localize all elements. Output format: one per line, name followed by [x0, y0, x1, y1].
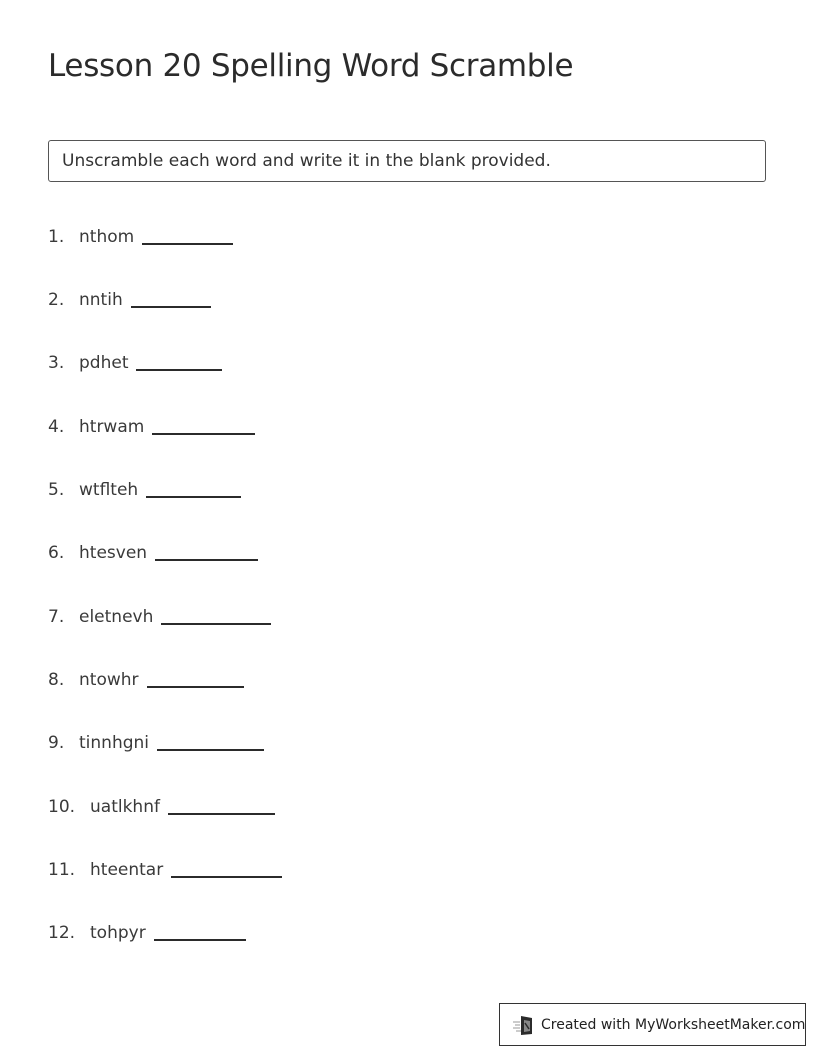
worksheet-title: Lesson 20 Spelling Word Scramble — [48, 48, 574, 84]
footer-badge[interactable] — [499, 1003, 806, 1046]
item-number: 9. — [48, 733, 65, 753]
item-number: 7. — [48, 607, 65, 627]
item-number: 6. — [48, 543, 65, 563]
scrambled-word: htesven — [79, 543, 148, 563]
item-number: 10. — [48, 797, 76, 817]
list-item — [48, 793, 275, 817]
answer-blank[interactable] — [168, 813, 275, 815]
list-item — [48, 666, 244, 690]
footer-text: Created with MyWorksheetMaker.com — [541, 1016, 806, 1033]
answer-blank[interactable] — [155, 559, 258, 561]
item-number: 11. — [48, 860, 76, 880]
scrambled-word: eletnevh — [79, 607, 154, 627]
list-item — [48, 349, 222, 373]
answer-blank[interactable] — [154, 939, 246, 941]
scrambled-word: nthom — [79, 227, 135, 247]
item-number: 5. — [48, 480, 65, 500]
list-item — [48, 286, 211, 310]
scrambled-word: tohpyr — [90, 923, 146, 943]
list-item — [48, 856, 282, 880]
answer-blank[interactable] — [136, 369, 222, 371]
instructions-text: Unscramble each word and write it in the blank provided. — [62, 151, 551, 171]
scrambled-word: pdhet — [79, 353, 129, 373]
answer-blank[interactable] — [131, 306, 211, 308]
scrambled-word: uatlkhnf — [90, 797, 160, 817]
item-number: 2. — [48, 290, 65, 310]
answer-blank[interactable] — [157, 749, 264, 751]
scrambled-word: hteentar — [90, 860, 164, 880]
answer-blank[interactable] — [146, 496, 241, 498]
list-item — [48, 729, 264, 753]
answer-blank[interactable] — [152, 433, 255, 435]
item-number: 12. — [48, 923, 76, 943]
list-item — [48, 539, 258, 563]
item-number: 8. — [48, 670, 65, 690]
answer-blank[interactable] — [142, 243, 233, 245]
scrambled-word: nntih — [79, 290, 123, 310]
item-number: 4. — [48, 417, 65, 437]
answer-blank[interactable] — [171, 876, 282, 878]
list-item — [48, 223, 233, 247]
list-item — [48, 413, 255, 437]
list-item — [48, 603, 271, 627]
answer-blank[interactable] — [147, 686, 244, 688]
instructions-box — [48, 140, 766, 182]
list-item — [48, 476, 241, 500]
scrambled-word: ntowhr — [79, 670, 139, 690]
answer-blank[interactable] — [161, 623, 271, 625]
scrambled-word: htrwam — [79, 417, 145, 437]
worksheet-maker-logo-icon — [512, 1014, 536, 1036]
scrambled-word: tinnhgni — [79, 733, 150, 753]
item-number: 1. — [48, 227, 65, 247]
scrambled-word: wtflteh — [79, 480, 139, 500]
item-number: 3. — [48, 353, 65, 373]
list-item — [48, 919, 246, 943]
